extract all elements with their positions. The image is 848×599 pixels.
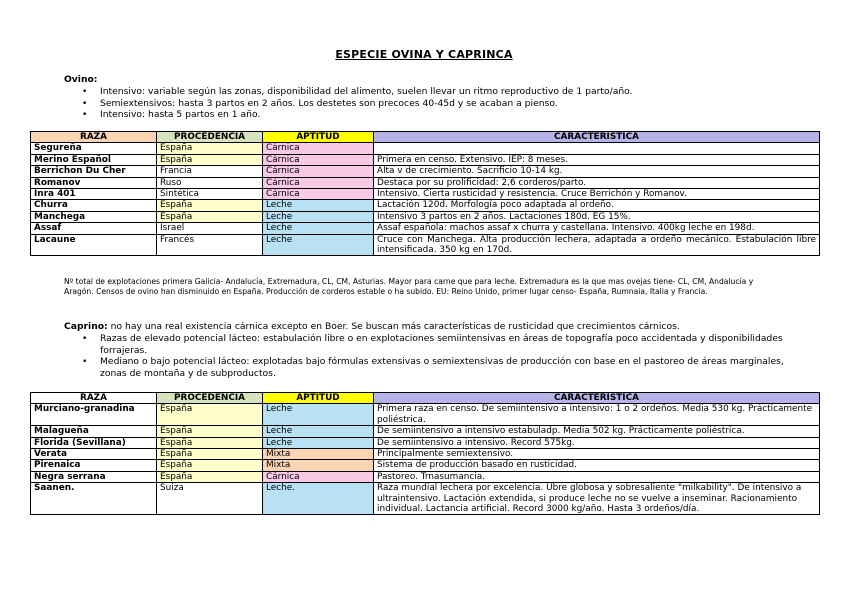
header-aptitud: APTITUD — [263, 132, 374, 143]
table-header-row — [31, 132, 820, 143]
caprino-section — [64, 321, 784, 380]
ovino-list — [64, 86, 784, 121]
cell-caracteristica: Principalmente semiextensivo. — [374, 449, 820, 460]
cell-raza: Negra serrana — [31, 471, 157, 482]
cell-aptitud: Cárnica — [263, 143, 374, 154]
table-row — [31, 471, 820, 482]
cell-raza: Segureña — [31, 143, 157, 154]
header-procedencia: PROCEDENCIA — [157, 132, 263, 143]
cell-aptitud: Cárnica — [263, 166, 374, 177]
cell-aptitud: Leche — [263, 437, 374, 448]
header-aptitud: APTITUD — [263, 393, 374, 404]
caprino-intro: no hay una real existencia cárnica excepto en Boer. Se buscan más características de rusticidad que crecimientos cárnicos. — [107, 321, 680, 332]
caprino-breeds-table — [30, 392, 820, 515]
table-row — [31, 234, 820, 256]
cell-procedencia: España — [157, 471, 263, 482]
cell-caracteristica: Intensivo 3 partos en 2 años. Lactaciones 180d. EG 15%. — [374, 211, 820, 222]
cell-procedencia: España — [157, 449, 263, 460]
cell-procedencia: Israel — [157, 223, 263, 234]
cell-raza: Romanov — [31, 177, 157, 188]
cell-raza: Murciano-granadina — [31, 404, 157, 426]
ovino-breeds-table — [30, 131, 820, 256]
cell-caracteristica: Assaf española: machos assaf x churra y castellana. Intensivo. 400kg leche en 198d. — [374, 223, 820, 234]
cell-aptitud: Cárnica — [263, 471, 374, 482]
cell-aptitud: Cárnica — [263, 154, 374, 165]
caprino-list — [64, 333, 784, 380]
cell-aptitud: Leche — [263, 234, 374, 256]
document-title: ESPECIE OVINA Y CAPRINCA — [335, 48, 513, 61]
cell-caracteristica: Lactación 120d. Morfología poco adaptada al ordeño. — [374, 200, 820, 211]
table-row — [31, 189, 820, 200]
cell-caracteristica: Alta v de crecimiento. Sacrificio 10-14 kg. — [374, 166, 820, 177]
cell-raza: Inra 401 — [31, 189, 157, 200]
table-row — [31, 177, 820, 188]
cell-raza: Malagueña — [31, 426, 157, 437]
cell-caracteristica: Primera en censo. Extensivo. IEP: 8 meses. — [374, 154, 820, 165]
cell-procedencia: Ruso — [157, 177, 263, 188]
ovino-bullet: • Intensivo: hasta 5 partos en 1 año. — [64, 109, 784, 121]
table-row — [31, 437, 820, 448]
table-row — [31, 200, 820, 211]
cell-procedencia: Francia — [157, 166, 263, 177]
ovino-section — [64, 74, 784, 121]
cell-raza: Berrichon Du Cher — [31, 166, 157, 177]
cell-raza: Assaf — [31, 223, 157, 234]
cell-procedencia: España — [157, 200, 263, 211]
cell-procedencia: España — [157, 426, 263, 437]
cell-aptitud: Cárnica — [263, 189, 374, 200]
cell-caracteristica — [374, 143, 820, 154]
table-row — [31, 483, 820, 515]
table-row — [31, 143, 820, 154]
caprino-heading: Caprino: — [64, 321, 108, 332]
cell-procedencia: Sintética — [157, 189, 263, 200]
table-row — [31, 154, 820, 165]
header-procedencia: PROCEDENCIA — [157, 393, 263, 404]
cell-raza: Lacaune — [31, 234, 157, 256]
cell-procedencia: España — [157, 143, 263, 154]
cell-caracteristica: De semiintensivo a intensivo estabuladp. Media 502 kg. Prácticamente poliéstrica. — [374, 426, 820, 437]
cell-procedencia: España — [157, 437, 263, 448]
cell-caracteristica: Pastoreo. Trnasumancia. — [374, 471, 820, 482]
cell-raza: Manchega — [31, 211, 157, 222]
cell-aptitud: Leche — [263, 404, 374, 426]
cell-procedencia: Suiza — [157, 483, 263, 515]
cell-caracteristica: Intensivo. Cierta rusticidad y resistencia. Cruce Berrichón y Romanov. — [374, 189, 820, 200]
table-row — [31, 426, 820, 437]
cell-raza: Florida (Sevillana) — [31, 437, 157, 448]
caprino-bullet: • Razas de elevado potencial lácteo: estabulación libre o en explotaciones semiintensivas en áreas de topografía poco accidentada y disponibilidades forrajeras. — [64, 333, 784, 356]
table-row — [31, 223, 820, 234]
cell-raza: Merino Español — [31, 154, 157, 165]
census-note: Nº total de explotaciones primera Galicia- Andalucía, Extremadura, CL, CM, Asturias. Mayor para carne que para leche. Extremadura es la que mas ovejas tiene- CL, CM, Andalucía y Aragón. Censos de ovino han disminuido en España. Producción de corderos estable o ha subido. EU: Reino Unido, primer lugar censo- España, Rumnaia, Italia y Francia. — [64, 277, 754, 297]
cell-procedencia: España — [157, 154, 263, 165]
ovino-bullet: • Intensivo: variable según las zonas, disponibilidad del alimento, suelen llevar un ritmo reproductivo de 1 parto/año. — [64, 86, 784, 98]
cell-raza: Pirenaica — [31, 460, 157, 471]
ovino-heading: Ovino: — [64, 74, 98, 85]
cell-aptitud: Cárnica — [263, 177, 374, 188]
cell-aptitud: Leche — [263, 200, 374, 211]
cell-aptitud: Mixta — [263, 460, 374, 471]
cell-caracteristica: Sistema de producción basado en rusticidad. — [374, 460, 820, 471]
cell-caracteristica: Raza mundial lechera por excelencia. Ubre globosa y sobresaliente "milkability". De intensivo a ultraintensivo. Lactación extendida, si produce leche no se vuelve a inseminar. Racionamiento individual. Lactancia artificial. Record 3000 kg/año. Hasta 3 ordeños/día. — [374, 483, 820, 515]
cell-procedencia: España — [157, 460, 263, 471]
cell-procedencia: Francés — [157, 234, 263, 256]
cell-aptitud: Leche — [263, 426, 374, 437]
table-row — [31, 404, 820, 426]
cell-raza: Verata — [31, 449, 157, 460]
cell-aptitud: Mixta — [263, 449, 374, 460]
header-raza: RAZA — [31, 132, 157, 143]
cell-aptitud: Leche — [263, 223, 374, 234]
header-raza: RAZA — [31, 393, 157, 404]
caprino-bullet: • Mediano o bajo potencial lácteo: explotadas bajo fórmulas extensivas o semiextensivas de producción con base en el pastoreo de áreas marginales, zonas de montaña y de subproductos. — [64, 356, 784, 379]
header-caracteristica: CARACTERÍSTICA — [374, 132, 820, 143]
cell-caracteristica: Cruce con Manchega. Alta producción lechera, adaptada a ordeño mecánico. Estabulación libre intensificada. 350 kg en 170d. — [374, 234, 820, 256]
cell-caracteristica: De semiintensivo a intensivo. Record 575kg. — [374, 437, 820, 448]
table-row — [31, 211, 820, 222]
table-row — [31, 460, 820, 471]
cell-raza: Churra — [31, 200, 157, 211]
cell-procedencia: España — [157, 211, 263, 222]
table-row — [31, 449, 820, 460]
table-row — [31, 166, 820, 177]
cell-aptitud: Leche — [263, 211, 374, 222]
cell-caracteristica: Destaca por su prolificidad: 2,6 corderos/parto. — [374, 177, 820, 188]
cell-procedencia: España — [157, 404, 263, 426]
table-header-row — [31, 393, 820, 404]
ovino-bullet: • Semiextensivos: hasta 3 partos en 2 años. Los destetes son precoces 40-45d y se acaban a pienso. — [64, 98, 784, 110]
header-caracteristica: CARACTERÍSTICA — [374, 393, 820, 404]
cell-aptitud: Leche. — [263, 483, 374, 515]
cell-caracteristica: Primera raza en censo. De semiintensivo a intensivo: 1 o 2 ordeños. Media 530 kg. Prácticamente poliéstrica. — [374, 404, 820, 426]
cell-raza: Saanen. — [31, 483, 157, 515]
